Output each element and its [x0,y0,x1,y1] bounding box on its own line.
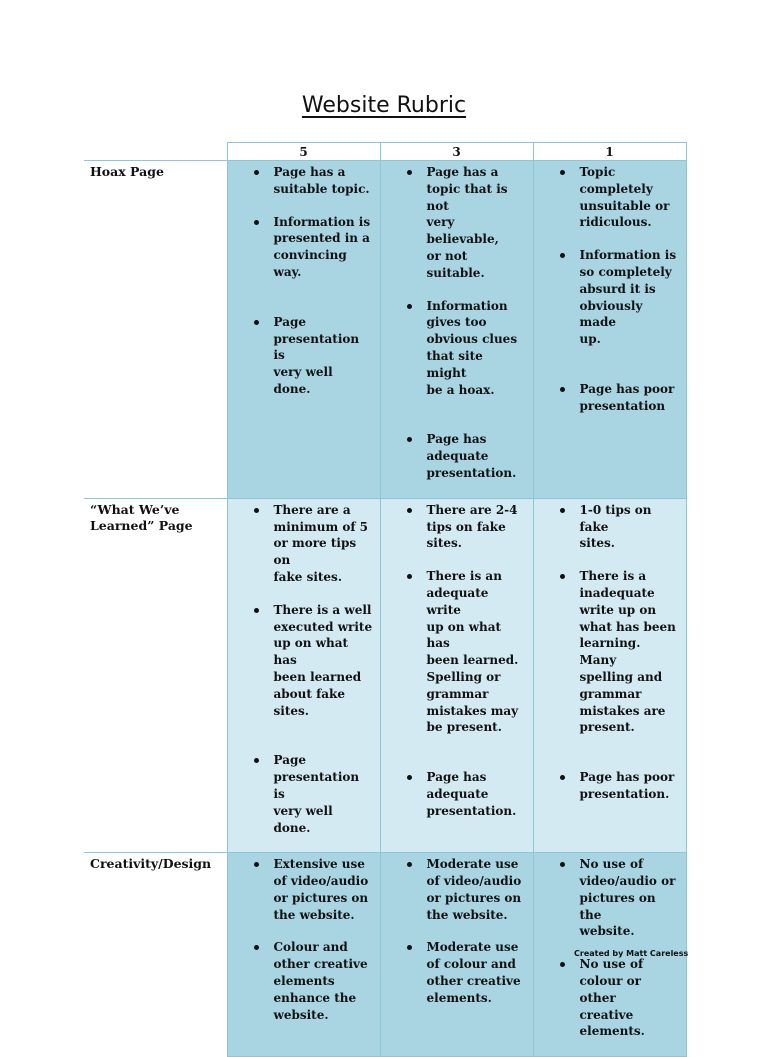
page-title: Website Rubric [301,93,467,118]
criteria-text: 1-0 tips on fake sites. [579,502,652,551]
bullet-icon [560,862,565,867]
bullet-icon [407,170,412,175]
criteria-list [381,164,527,482]
criteria-item [534,164,680,231]
row-label: “What We’ve Learned” Page [84,498,227,853]
criteria-cell-score-5 [227,161,380,499]
criteria-item [381,769,527,819]
criteria-list [381,502,527,820]
bullet-icon [407,945,412,950]
criteria-text: Information is presented in a convincing way. [273,214,371,279]
criteria-text: Information gives too obvious clues that site might be a hoax. [426,298,518,397]
criteria-cell-score-5 [227,853,380,1057]
criteria-item [534,568,680,736]
criteria-list [534,502,680,803]
bullet-icon [407,508,412,513]
row-label: Hoax Page [84,161,227,499]
criteria-item [381,568,527,736]
criteria-text: No use of video/audio or pictures on the website. [579,857,676,939]
criteria-text: Page presentation is very well done. [273,314,360,396]
bullet-icon [254,862,259,867]
bullet-icon [560,775,565,780]
criteria-item [534,381,680,415]
row-label: Creativity/Design [84,853,227,1057]
criteria-cell-score-3 [380,853,533,1057]
criteria-item [228,164,374,198]
bullet-icon [254,758,259,763]
bullet-icon [407,574,412,579]
criteria-text: Page has a suitable topic. [273,165,370,196]
credit-text: Created by Matt Careless [574,949,689,958]
criteria-item [534,247,680,348]
criteria-item [381,856,527,923]
bullet-icon [407,437,412,442]
criteria-text: Page has adequate presentation. [426,432,517,480]
bullet-icon [407,775,412,780]
criteria-cell-score-1 [533,498,686,853]
criteria-text: Page has adequate presentation. [426,770,517,818]
criteria-item [534,769,680,803]
criteria-text: Topic completely unsuitable or ridiculous. [579,165,670,230]
bullet-icon [254,945,259,950]
bullet-icon [254,170,259,175]
criteria-text: There are a minimum of 5 or more tips on fake sites. [273,502,369,584]
criteria-item [228,502,374,586]
criteria-item [228,939,374,1023]
criteria-item [228,752,374,836]
criteria-item [381,164,527,282]
header-corner [84,143,227,161]
rubric-table [84,142,687,1057]
criteria-text: Moderate use of colour and other creative elements. [426,940,521,1005]
criteria-list [228,502,374,837]
criteria-item [534,856,680,940]
criteria-item [381,298,527,399]
score-header-1: 1 [533,143,686,161]
bullet-icon [560,170,565,175]
rubric-row-hoax-page [84,161,686,499]
criteria-item [228,214,374,281]
criteria-text: Page presentation is very well done. [273,753,360,835]
criteria-cell-score-5 [227,498,380,853]
score-header-3: 3 [380,143,533,161]
criteria-text: Page has poor presentation. [579,770,675,801]
criteria-text: There are 2-4 tips on fake sites. [426,502,518,551]
bullet-icon [254,220,259,225]
criteria-text: Colour and other creative elements enhance the website. [273,940,368,1022]
criteria-item [228,856,374,923]
criteria-text: There is a well executed write up on what has been learned about fake sites. [273,602,373,718]
criteria-text: Page has a topic that is not very believable, or not suitable. [426,165,508,280]
criteria-item [228,314,374,398]
score-header-5: 5 [227,143,380,161]
criteria-item [381,431,527,481]
criteria-cell-score-1 [533,161,686,499]
criteria-cell-score-3 [380,161,533,499]
criteria-list [534,164,680,415]
criteria-item [534,502,680,552]
criteria-item [381,502,527,552]
criteria-list [228,856,374,1023]
bullet-icon [407,862,412,867]
criteria-text: Extensive use of video/audio or pictures on the website. [273,857,369,922]
bullet-icon [254,320,259,325]
bullet-icon [560,253,565,258]
criteria-list [381,856,527,1006]
bullet-icon [254,608,259,613]
criteria-text: There is a inadequate write up on what has been learning. Many spelling and grammar mistakes are present. [579,569,676,735]
bullet-icon [560,387,565,392]
criteria-text: No use of colour or other creative elements. [579,957,645,1039]
bullet-icon [560,508,565,513]
criteria-text: Moderate use of video/audio or pictures on the website. [426,857,522,922]
criteria-cell-score-3 [380,498,533,853]
bullet-icon [560,962,565,967]
criteria-text: Page has poor presentation [579,381,675,413]
bullet-icon [407,304,412,309]
rubric-row-what-weve-learned-page [84,498,686,853]
criteria-item [534,956,680,1040]
bullet-icon [560,574,565,579]
criteria-item [228,602,374,720]
criteria-item [381,939,527,1006]
bullet-icon [254,508,259,513]
criteria-text: There is an adequate write up on what has been learned. Spelling or grammar mistakes may be present. [426,569,519,735]
criteria-list [228,164,374,398]
criteria-text: Information is so completely absurd it is obviously made up. [579,248,677,347]
